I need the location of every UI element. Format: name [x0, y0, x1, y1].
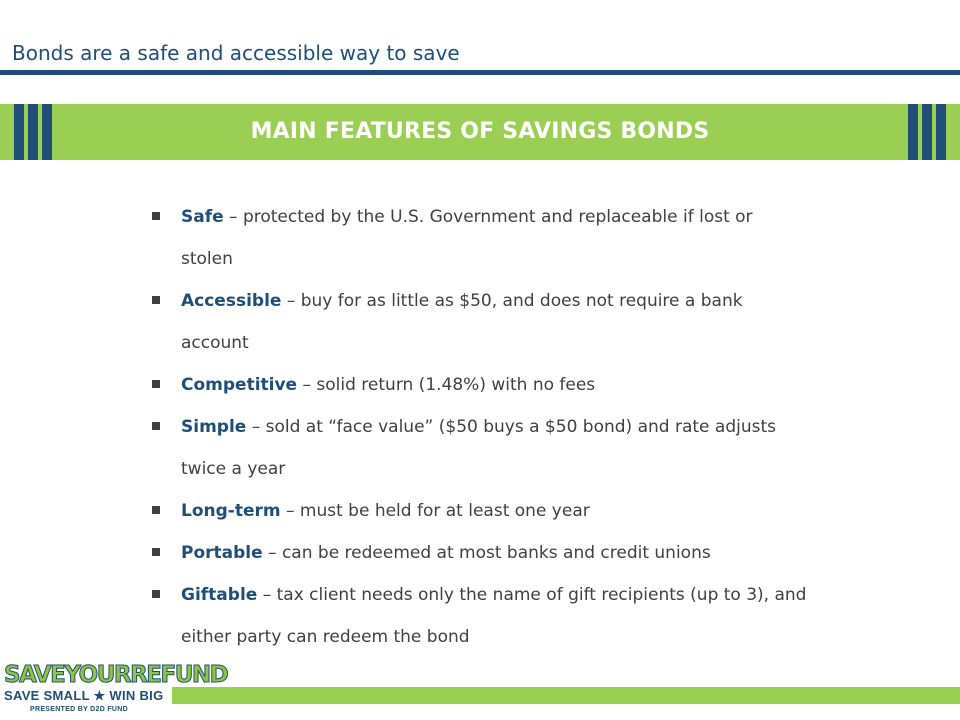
- feature-description: – protected by the U.S. Government and replaceable if lost or stolen: [181, 207, 753, 269]
- feature-term: Long-term: [181, 501, 281, 521]
- logo-presented-by: PRESENTED BY D2D FUND: [30, 706, 128, 713]
- feature-term: Competitive: [181, 375, 298, 395]
- logo-tagline: SAVE SMALL ★ WIN BIG: [4, 688, 164, 703]
- feature-term: Simple: [181, 417, 247, 437]
- features-list: [148, 196, 808, 658]
- feature-description: – must be held for at least one year: [280, 501, 590, 521]
- square-bullet-icon: [152, 506, 160, 514]
- save-your-refund-logo: [4, 662, 228, 718]
- square-bullet-icon: [152, 590, 160, 598]
- square-bullet-icon: [152, 296, 160, 304]
- star-icon: ★: [93, 688, 106, 703]
- feature-item-long-term: [148, 490, 808, 532]
- feature-description: – buy for as little as $50, and does not require a bank account: [181, 291, 743, 353]
- feature-term: Accessible: [181, 291, 282, 311]
- slide-title: Bonds are a safe and accessible way to save: [12, 41, 460, 65]
- banner-title: MAIN FEATURES OF SAVINGS BONDS: [250, 119, 710, 144]
- feature-description: – sold at “face value” ($50 buys a $50 bond) and rate adjusts twice a year: [181, 417, 776, 479]
- logo-wordmark: SAVEYOURREFUND: [4, 662, 228, 688]
- feature-item-portable: [148, 532, 808, 574]
- square-bullet-icon: [152, 380, 160, 388]
- feature-term: Giftable: [181, 585, 258, 605]
- feature-description: – solid return (1.48%) with no fees: [297, 375, 596, 395]
- feature-item-giftable: [148, 574, 808, 658]
- feature-item-safe: [148, 196, 808, 280]
- feature-term: Portable: [181, 543, 263, 563]
- footer-bar: [172, 687, 960, 704]
- feature-description: – tax client needs only the name of gift recipients (up to 3), and either party can redeem the bond: [181, 585, 807, 647]
- feature-description: – can be redeemed at most banks and credit unions: [262, 543, 711, 563]
- square-bullet-icon: [152, 548, 160, 556]
- feature-item-accessible: [148, 280, 808, 364]
- feature-item-simple: [148, 406, 808, 490]
- feature-term: Safe: [181, 207, 224, 227]
- square-bullet-icon: [152, 422, 160, 430]
- square-bullet-icon: [152, 212, 160, 220]
- title-rule: [0, 70, 960, 75]
- feature-item-competitive: [148, 364, 808, 406]
